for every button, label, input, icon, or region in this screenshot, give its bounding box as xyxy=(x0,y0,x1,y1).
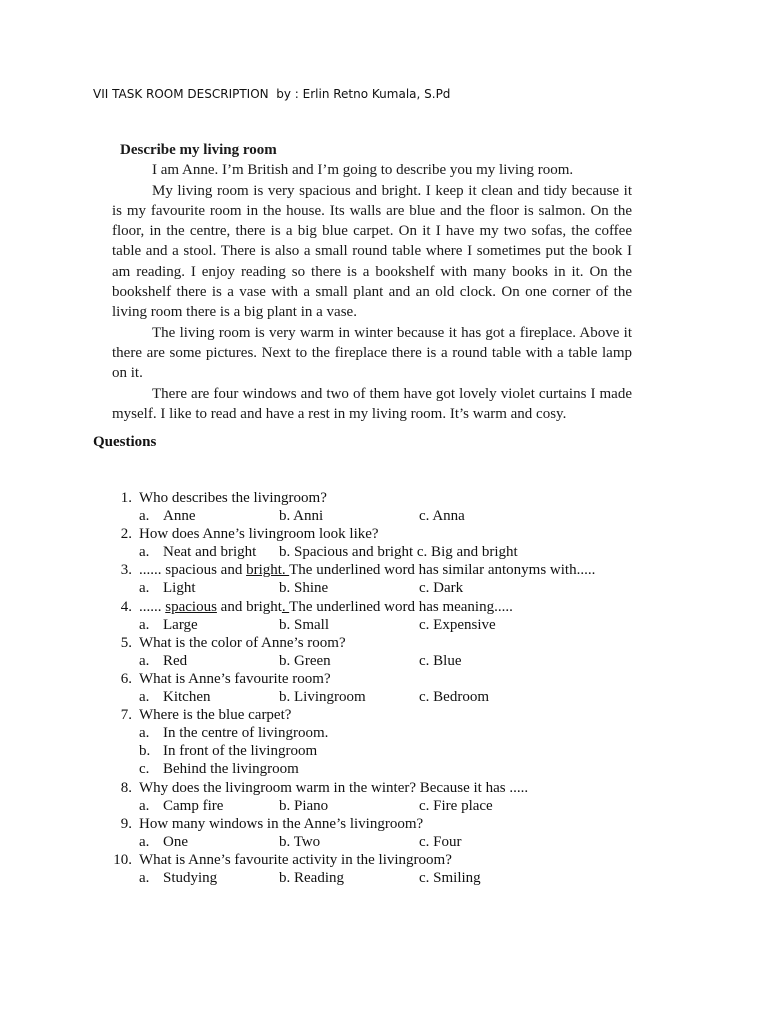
passage-paragraph: I am Anne. I’m British and I’m going to describe you my living room. xyxy=(152,162,574,179)
passage-paragraph: My living room is very spacious and bright. I keep it clean and tidy because it is my favourite room in the house. Its walls are blue and the floor is salmon. On the floor, in the centre, there is a big blue carpet. On it I have my two sofas, the coffee table and a stool. There is also a small round table where I sometimes put the book I am reading. I enjoy reading so there is a bookshelf with many books in it. On the bookshelf there is a vase with a small plant and an old clock. On one corner of the living room there is a big plant in a vase. xyxy=(112,182,632,321)
question-text-part: and bright xyxy=(216,598,282,615)
question-7-option-b xyxy=(112,742,672,760)
question-text: Why does the livingroom warm in the winter? Because it has ..... xyxy=(139,779,529,796)
option-c: c. Dark xyxy=(419,580,464,597)
option-a: Kitchen xyxy=(163,689,211,706)
question-number: 5. xyxy=(120,634,132,651)
question-text-part: The underlined word has meaning..... xyxy=(289,598,513,615)
question-text: What is the color of Anne’s room? xyxy=(139,634,346,651)
question-number: 4. xyxy=(120,598,132,615)
passage-paragraph: The living room is very warm in winter because it has got a fireplace. Above it there are some pictures. Next to the fireplace there is a round table with a table lamp on it. xyxy=(112,324,632,382)
question-6-options xyxy=(112,688,672,706)
option-b: b. Small xyxy=(279,616,330,633)
option-c: c. Bedroom xyxy=(419,689,489,706)
option-a-letter: a. xyxy=(139,833,150,850)
option-c: c. Smiling xyxy=(419,869,481,886)
question-number: 8. xyxy=(120,779,132,796)
question-number: 7. xyxy=(120,707,132,724)
option-a: Anne xyxy=(163,508,196,525)
underlined-punct: . xyxy=(281,598,290,615)
question-text: How does Anne’s livingroom look like? xyxy=(139,526,379,543)
option-a: Studying xyxy=(163,869,218,886)
reading-passage xyxy=(112,140,632,424)
option-text: In the centre of livingroom. xyxy=(163,725,329,742)
option-letter: c. xyxy=(139,761,150,778)
option-a-letter: a. xyxy=(139,544,150,561)
question-number: 3. xyxy=(120,562,132,579)
option-c: c. Four xyxy=(419,833,462,850)
question-7-option-c xyxy=(112,760,672,778)
option-letter: b. xyxy=(139,743,151,760)
option-b: b. Livingroom xyxy=(279,689,366,706)
option-a: Neat and bright xyxy=(163,544,257,561)
question-text: Who describes the livingroom? xyxy=(139,490,327,506)
question-2-options xyxy=(112,543,672,561)
question-text: Where is the blue carpet? xyxy=(139,707,292,724)
option-a-letter: a. xyxy=(139,869,150,886)
question-7-option-a xyxy=(112,724,672,742)
question-8-options xyxy=(112,797,672,815)
option-a-letter: a. xyxy=(139,689,150,706)
option-a-letter: a. xyxy=(139,580,150,597)
question-text-part: The underlined word has similar antonyms with..... xyxy=(289,562,596,579)
question-6 xyxy=(112,670,672,688)
question-text: How many windows in the Anne’s livingroom? xyxy=(139,815,424,832)
question-1 xyxy=(112,489,672,507)
passage-paragraph: There are four windows and two of them have got lovely violet curtains I made myself. I like to read and have a rest in my living room. It’s warm and cosy. xyxy=(112,385,632,422)
question-10-options xyxy=(112,869,672,887)
question-list xyxy=(112,489,672,887)
question-9 xyxy=(112,815,672,833)
option-a-letter: a. xyxy=(139,616,150,633)
option-b: b. Piano xyxy=(279,797,329,814)
document-header: VII TASK ROOM DESCRIPTION by : Erlin Retno Kumala, S.Pd xyxy=(93,87,451,101)
option-a-letter: a. xyxy=(139,797,150,814)
option-b: b. Reading xyxy=(279,869,344,886)
question-number: 10. xyxy=(113,851,132,868)
question-number: 1. xyxy=(120,490,132,506)
option-a: One xyxy=(163,833,188,850)
question-text: What is Anne’s favourite activity in the livingroom? xyxy=(139,851,452,868)
question-5 xyxy=(112,634,672,652)
underlined-word: bright. xyxy=(246,562,290,579)
option-a: Camp fire xyxy=(163,797,224,814)
passage-title: Describe my living room xyxy=(120,142,277,158)
question-3 xyxy=(112,561,672,579)
question-8 xyxy=(112,779,672,797)
question-number: 6. xyxy=(120,670,132,687)
question-number: 2. xyxy=(120,526,132,543)
question-text xyxy=(139,561,595,579)
option-c: c. Anna xyxy=(419,508,465,525)
option-a-letter: a. xyxy=(139,508,150,525)
option-b: b. Two xyxy=(279,833,321,850)
option-b: b. Shine xyxy=(279,580,329,597)
underlined-word: spacious xyxy=(165,598,217,615)
option-letter: a. xyxy=(139,725,150,742)
question-4-options xyxy=(112,616,672,634)
option-text: In front of the livingroom xyxy=(163,743,318,760)
question-1-options xyxy=(112,507,672,525)
question-2 xyxy=(112,525,672,543)
option-c: c. Expensive xyxy=(419,616,496,633)
question-9-options xyxy=(112,833,672,851)
option-a: Large xyxy=(163,616,198,633)
option-c: c. Blue xyxy=(419,652,462,669)
question-5-options xyxy=(112,652,672,670)
option-b: b. Anni xyxy=(279,508,324,525)
question-text-part: ...... xyxy=(139,598,166,615)
option-a: Light xyxy=(163,580,196,597)
question-10 xyxy=(112,851,672,869)
question-3-options xyxy=(112,579,672,597)
question-7 xyxy=(112,706,672,724)
question-text xyxy=(139,598,513,616)
option-a: Red xyxy=(163,652,188,669)
questions-heading: Questions xyxy=(93,434,157,450)
option-text: Behind the livingroom xyxy=(163,761,299,778)
option-c: c. Fire place xyxy=(419,797,493,814)
option-b: b. Green xyxy=(279,652,331,669)
option-a-letter: a. xyxy=(139,652,150,669)
option-b-and-c: b. Spacious and bright c. Big and bright xyxy=(279,544,518,561)
question-number: 9. xyxy=(120,815,132,832)
question-text-part: ...... spacious and xyxy=(139,562,247,579)
question-text: What is Anne’s favourite room? xyxy=(139,670,331,687)
question-4 xyxy=(112,598,672,616)
